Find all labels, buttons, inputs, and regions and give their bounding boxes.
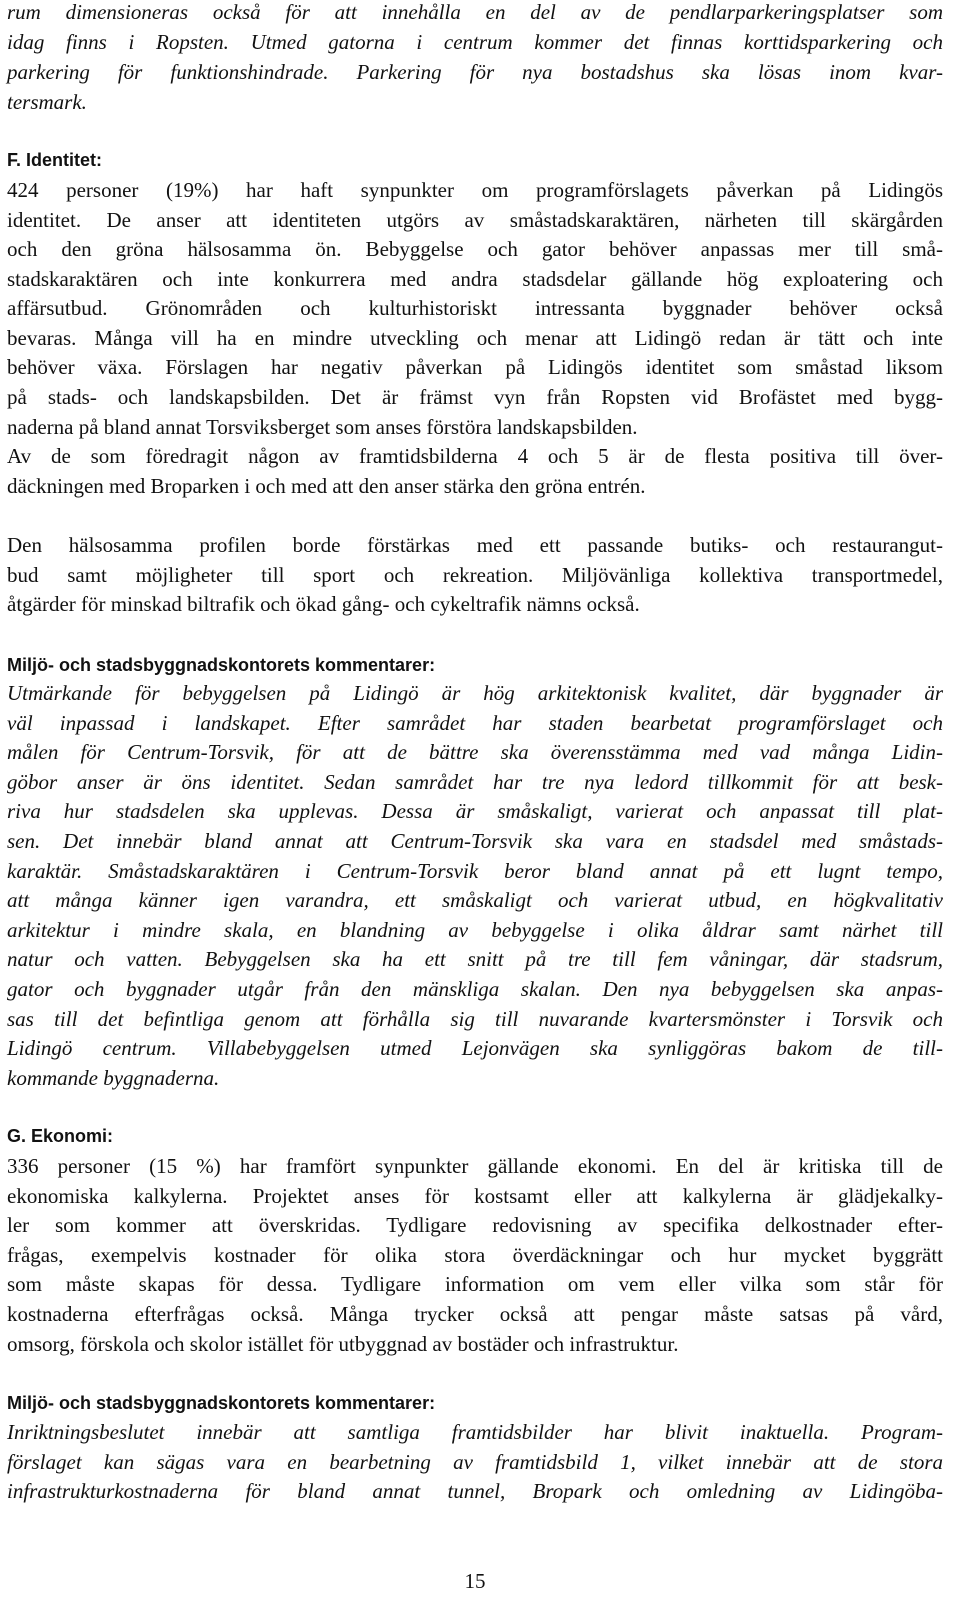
text-line: tersmark. [7, 90, 87, 114]
section-heading-g: G. Ekonomi: [7, 1126, 114, 1146]
text-line: identitet. De anser att identiteten utgörs av småstadskaraktären, närheten till skärgården [7, 208, 943, 232]
text-line: naderna på bland annat Torsviksberget som anses förstöra landskapsbilden. [7, 415, 638, 439]
text-line: 336 personer (15 %) har framfört synpunkter gällande ekonomi. En del är kritiska till de [7, 1154, 943, 1178]
text-line: förslaget kan sägas vara en bearbetning av framtidsbild 1, vilket innebär att de stora [7, 1450, 943, 1474]
text-line: idag finns i Ropsten. Utmed gatorna i centrum kommer det finnas korttidsparkering och [7, 30, 943, 54]
text-line: Inriktningsbeslutet innebär att samtliga framtidsbilder har blivit inaktuella. Program- [7, 1420, 943, 1444]
text-line: sen. Det innebär bland annat att Centrum-Torsvik ska vara en stadsdel med småstads- [7, 829, 943, 853]
text-line: affärsutbud. Grönområden och kulturhistoriskt intressanta byggnader behöver också [7, 296, 943, 320]
text-line: parkering för funktionshindrade. Parkering för nya bostadshus ska lösas inom kvar- [7, 60, 943, 84]
text-line: kostnaderna efterfrågas också. Många trycker också att pengar måste satsas på vård, [7, 1302, 943, 1326]
text-line: gator och byggnader utgår från den mänskliga skalan. Den nya bebyggelsen ska anpas- [7, 977, 943, 1001]
text-line: Av de som föredragit någon av framtidsbilderna 4 och 5 är de flesta positiva till över- [7, 444, 943, 468]
text-line: karaktär. Småstadskaraktären i Centrum-Torsvik beror bland annat på ett lugnt tempo, [7, 859, 943, 883]
text-line: riva hur stadsdelen ska upplevas. Dessa är småskaligt, varierat och anpassat till plat- [7, 799, 943, 823]
text-line: på stads- och landskapsbilden. Det är främst vyn från Ropsten vid Brofästet med bygg- [7, 385, 943, 409]
text-line: 424 personer (19%) har haft synpunkter om programförslagets påverkan på Lidingös [7, 178, 943, 202]
text-line: omsorg, förskola och skolor istället för utbyggnad av bostäder och infrastruktur. [7, 1332, 679, 1356]
text-line: natur och vatten. Bebyggelsen ska ha ett snitt på tre till fem våningar, där stadsrum, [7, 947, 943, 971]
text-line: däckningen med Broparken i och med att den anser stärka den gröna entrén. [7, 474, 646, 498]
text-line: göbor anser är öns identitet. Sedan samrådet har tre nya ledord tillkommit för att besk- [7, 770, 943, 794]
text-line: behöver växa. Förslagen har negativ påverkan på Lidingös identitet som småstad liksom [7, 355, 943, 379]
text-line: Utmärkande för bebyggelsen på Lidingö är hög arkitektonisk kvalitet, där byggnader är [7, 681, 943, 705]
text-line: målen för Centrum-Torsvik, för att de bättre ska överensstämma med vad många Lidin- [7, 740, 943, 764]
text-line: stadskaraktären och inte konkurrera med andra stadsdelar gällande hög exploatering och [7, 267, 943, 291]
text-line: som måste skapas för dessa. Tydligare information om vem eller vilka som står för [7, 1272, 943, 1296]
text-line: och den gröna hälsosamma ön. Bebyggelse och gator behöver anpassas mer till små- [7, 237, 943, 261]
text-line: åtgärder för minskad biltrafik och ökad gång- och cykeltrafik nämns också. [7, 592, 640, 616]
comment-heading: Miljö- och stadsbyggnadskontorets kommentarer: [7, 655, 436, 675]
text-line: Den hälsosamma profilen borde förstärkas med ett passande butiks- och restaurangut- [7, 533, 943, 557]
text-line: frågas, exempelvis kostnader för olika stora överdäckningar och hur mycket byggrätt [7, 1243, 943, 1267]
page-number: 15 [464, 1569, 486, 1593]
text-line: bud samt möjligheter till sport och rekreation. Miljövänliga kollektiva transportmedel, [7, 563, 943, 587]
text-line: kommande byggnaderna. [7, 1066, 220, 1090]
text-line: väl inpassad i landskapet. Efter samrådet har staden bearbetat programförslaget och [7, 711, 943, 735]
text-line: bevaras. Många vill ha en mindre utveckling och menar att Lidingö redan är tätt och inte [7, 326, 943, 350]
text-line: ler som kommer att överskridas. Tydligare redovisning av specifika delkostnader efter- [7, 1213, 943, 1237]
section-heading-f: F. Identitet: [7, 150, 102, 170]
text-line: ekonomiska kalkylerna. Projektet anses för kostsamt eller att kalkylerna är glädjekalky- [7, 1184, 943, 1208]
text-line: att många känner igen varandra, ett småskaligt och varierat utbud, en högkvalitativ [7, 888, 943, 912]
text-line: arkitektur i mindre skala, en blandning av bebyggelse i olika åldrar samt närhet till [7, 918, 943, 942]
text-line: sas till det befintliga genom att förhålla sig till nuvarande kvartersmönster i Torsvik och [7, 1007, 943, 1031]
text-line: Lidingö centrum. Villabebyggelsen utmed Lejonvägen ska synliggöras bakom de till- [7, 1036, 943, 1060]
comment-heading: Miljö- och stadsbyggnadskontorets kommentarer: [7, 1393, 436, 1413]
text-line: rum dimensioneras också för att innehålla en del av de pendlarparkeringsplatser som [7, 0, 943, 24]
text-line: infrastrukturkostnaderna för bland annat tunnel, Bropark och omledning av Lidingöba- [7, 1479, 943, 1503]
